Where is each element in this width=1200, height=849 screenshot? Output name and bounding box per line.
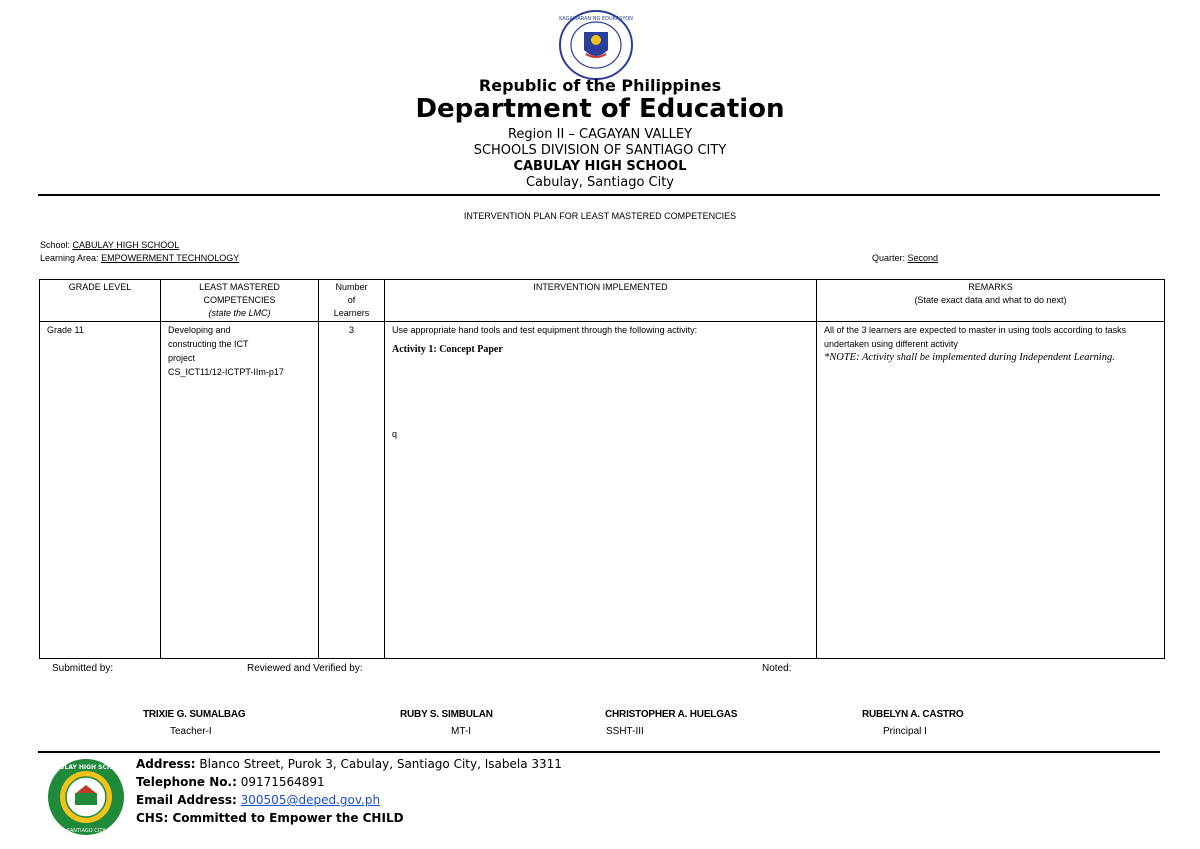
header-intervention: INTERVENTION IMPLEMENTED <box>385 280 817 322</box>
svg-text:CABULAY HIGH SCHOOL: CABULAY HIGH SCHOOL <box>46 764 126 771</box>
signatory-name: TRIXIE G. SUMALBAG <box>143 709 246 720</box>
signatory-title: SSHT-III <box>606 726 644 737</box>
noted-label: Noted: <box>762 663 792 674</box>
svg-text:KAGAWARAN NG EDUKASYON: KAGAWARAN NG EDUKASYON <box>559 16 633 22</box>
footer-email: Email Address: 300505@deped.gov.ph <box>136 793 381 807</box>
header-number-of-learners: Number of Learners <box>319 280 385 322</box>
footer-divider <box>38 751 1160 753</box>
table-row <box>40 322 1165 659</box>
school-field <box>40 240 179 250</box>
submitted-by-label: Submitted by: <box>52 663 114 674</box>
region-line: Region II – CAGAYAN VALLEY <box>507 127 693 142</box>
learning-area-value: EMPOWERMENT TECHNOLOGY <box>101 253 240 263</box>
signatory-name: CHRISTOPHER A. HUELGAS <box>605 709 738 720</box>
division-line: SCHOOLS DIVISION OF SANTIAGO CITY <box>473 143 727 158</box>
quarter-value: Second <box>907 253 939 263</box>
cell-learners: 3 <box>319 322 385 659</box>
school-value: CABULAY HIGH SCHOOL <box>72 240 180 250</box>
cell-lmc: Developing and constructing the ICT project CS_ICT11/12-ICTPT-IIm-p17 <box>161 322 319 659</box>
document-title: INTERVENTION PLAN FOR LEAST MASTERED COMPETENCIES <box>463 211 737 221</box>
school-name: CABULAY HIGH SCHOOL <box>513 159 687 174</box>
cell-intervention: Use appropriate hand tools and test equipment through the following activity: Activity 1: Concept Paper q <box>385 322 817 659</box>
header-divider <box>38 194 1160 196</box>
learning-area-field <box>40 253 239 263</box>
header-remarks: REMARKS (State exact data and what to do next) <box>817 280 1165 322</box>
signatory-title: Teacher-I <box>170 726 212 737</box>
signatory-title: MT-I <box>451 726 471 737</box>
footer-address: Address: Blanco Street, Purok 3, Cabulay, Santiago City, Isabela 3311 <box>136 757 562 771</box>
quarter-field <box>872 253 938 263</box>
intervention-plan-table <box>39 279 1165 659</box>
republic-heading: Republic of the Philippines <box>478 76 722 95</box>
signatory-name: RUBELYN A. CASTRO <box>862 709 964 720</box>
footer-motto: CHS: Committed to Empower the CHILD <box>136 811 404 825</box>
activity-title: Activity 1: Concept Paper <box>392 344 503 355</box>
signatory-title: Principal I <box>883 726 927 737</box>
department-heading: Department of Education <box>415 94 785 124</box>
remarks-note: *NOTE: Activity shall be implemented during Independent Learning. <box>824 352 1115 363</box>
cell-grade: Grade 11 <box>40 322 161 659</box>
reviewed-by-label: Reviewed and Verified by: <box>247 663 363 674</box>
quarter-label: Quarter: <box>872 253 906 263</box>
email-link[interactable]: 300505@deped.gov.ph <box>240 793 381 807</box>
table-header-row <box>40 280 1165 322</box>
cell-remarks: All of the 3 learners are expected to master in using tools according to tasks undertaken using different activity *NOTE: Activity shall be implemented during Independent Learning. <box>817 322 1165 659</box>
deped-seal-logo <box>556 10 636 80</box>
signatory-name: RUBY S. SIMBULAN <box>400 709 493 720</box>
school-label: School: <box>40 240 71 250</box>
svg-text:SANTIAGO CITY: SANTIAGO CITY <box>66 828 106 834</box>
header-grade-level: GRADE LEVEL <box>40 280 161 322</box>
school-logo <box>46 757 126 837</box>
stray-character: q <box>392 429 398 439</box>
header-lmc: LEAST MASTERED COMPETENCIES (state the LMC) <box>161 280 319 322</box>
learning-area-label: Learning Area: <box>40 253 99 263</box>
footer-telephone: Telephone No.: 09171564891 <box>136 775 325 789</box>
school-location: Cabulay, Santiago City <box>525 175 675 190</box>
